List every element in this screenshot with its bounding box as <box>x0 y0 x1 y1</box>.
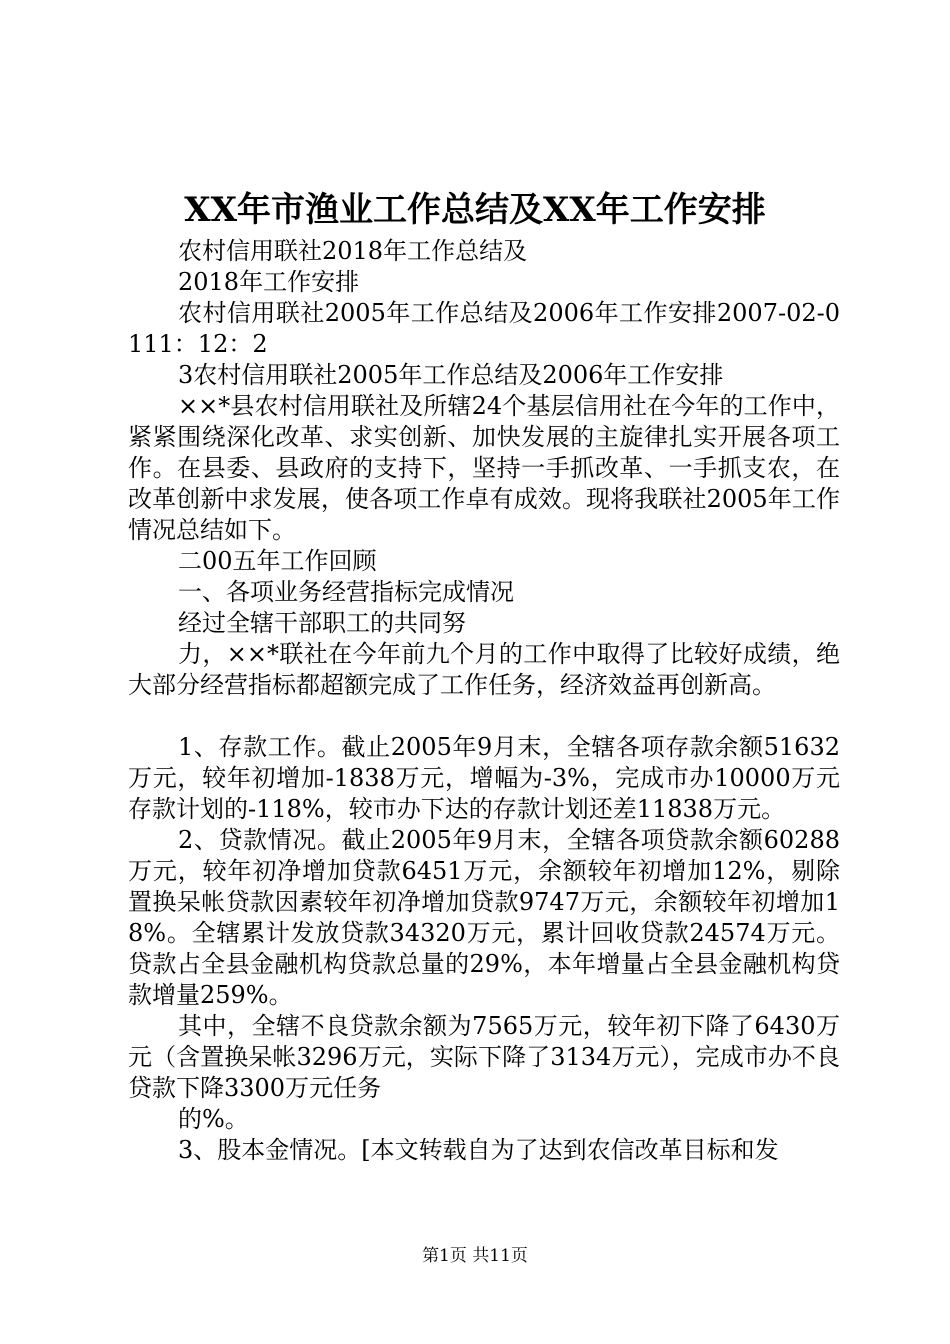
paragraph-14: 3、股本金情况。[本文转载自为了达到农信改革目标和发 <box>178 1136 779 1164</box>
document-body <box>128 236 840 1166</box>
document-title: XX年市渔业工作总结及XX年工作安排 <box>184 190 766 230</box>
paragraph-2: 2018年工作安排 <box>178 268 360 296</box>
paragraph-10: 1、存款工作。截止2005年9月末，全辖各项存款余额51632万元，较年初增加-1838万元，增幅为-3%，完成市办10000万元存款计划的-118%，较市办下达的存款计划还差11838万元。 <box>128 733 840 823</box>
paragraph-3: 农村信用联社2005年工作总结及2006年工作安排2007-02-0111：12：2 <box>128 299 840 358</box>
paragraph-1: 农村信用联社2018年工作总结及 <box>178 237 528 265</box>
paragraph-13: 的%。 <box>178 1105 249 1133</box>
paragraph-gap <box>128 701 840 732</box>
paragraph-9: 力，××*联社在今年前九个月的工作中取得了比较好成绩，绝大部分经营指标都超额完成了工作任务，经济效益再创新高。 <box>128 640 840 699</box>
paragraph-11: 2、贷款情况。截止2005年9月末，全辖各项贷款余额60288万元，较年初净增加贷款6451万元，余额较年初增加12%，剔除置换呆帐贷款因素较年初净增加贷款9747万元，余额较年初增加18%。全辖累计发放贷款34320万元，累计回收贷款24574万元。贷款占全县金融机构贷款总量的29%，本年增量占全县金融机构贷款增量259%。 <box>128 826 840 1009</box>
paragraph-8: 经过全辖干部职工的共同努 <box>178 609 466 637</box>
page-footer: 第1页 共11页 <box>422 1246 528 1266</box>
paragraph-4: 3农村信用联社2005年工作总结及2006年工作安排 <box>178 361 724 389</box>
paragraph-12: 其中，全辖不良贷款余额为7565万元，较年初下降了6430万元（含置换呆帐3296万元，实际下降了3134万元），完成市办不良贷款下降3300万元任务 <box>128 1012 840 1102</box>
paragraph-7: 一、各项业务经营指标完成情况 <box>178 578 514 606</box>
paragraph-6: 二00五年工作回顾 <box>178 547 377 575</box>
paragraph-5: ××*县农村信用联社及所辖24个基层信用社在今年的工作中，紧紧围绕深化改革、求实创新、加快发展的主旋律扎实开展各项工作。在县委、县政府的支持下，坚持一手抓改革、一手抓支农，在改革创新中求发展，使各项工作卓有成效。现将我联社2005年工作情况总结如下。 <box>128 392 840 544</box>
